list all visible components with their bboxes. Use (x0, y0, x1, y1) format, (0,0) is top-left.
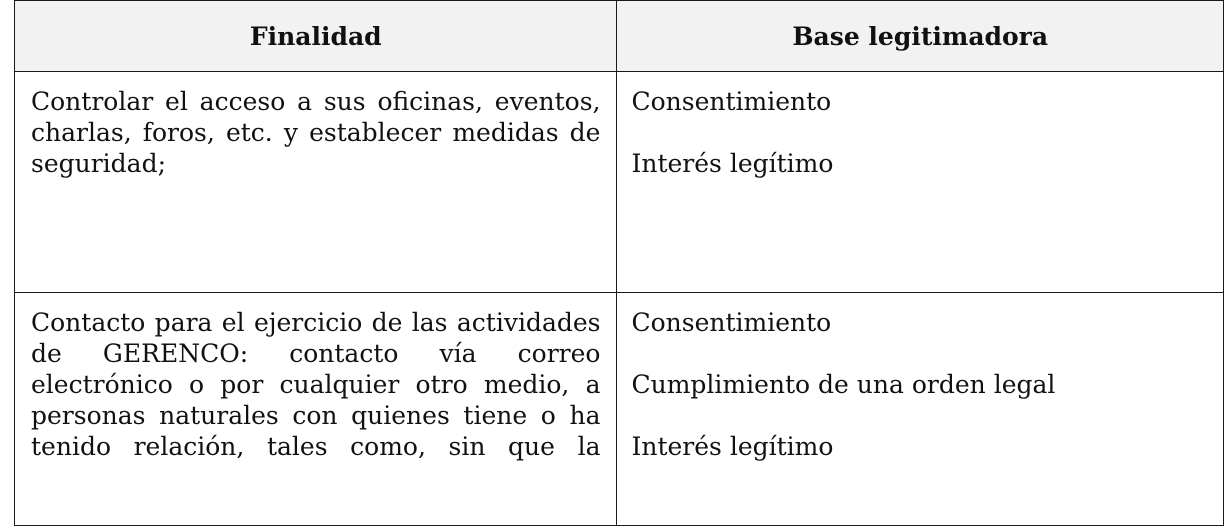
legal-basis-item: Consentimiento (631, 87, 832, 116)
table-row (15, 72, 1224, 293)
purpose-cell (15, 293, 617, 526)
legal-basis-item: Consentimiento (631, 308, 832, 337)
table-header-row (15, 1, 1224, 72)
purpose-text: Controlar el acceso a sus oficinas, eventos, charlas, foros, etc. y establecer medidas de seguridad; (31, 87, 601, 178)
header-purpose: Finalidad (15, 1, 617, 72)
legal-basis-list (617, 72, 1223, 179)
purpose-cell (15, 72, 617, 293)
purpose-text: Contacto para el ejercicio de las actividades de GERENCO: contacto vía correo electrónico o por cualquier otro medio, a personas naturales con quienes tiene o ha tenido relación, tales como, sin que la (31, 308, 601, 461)
legal-basis-list (617, 293, 1223, 462)
legal-basis-item: Cumplimiento de una orden legal (631, 370, 1056, 399)
legal-basis-item: Interés legítimo (631, 432, 834, 461)
header-legal-basis: Base legitimadora (617, 1, 1224, 72)
table-row (15, 293, 1224, 526)
legal-basis-item: Interés legítimo (631, 149, 834, 178)
legal-basis-cell (617, 293, 1224, 526)
legal-basis-cell (617, 72, 1224, 293)
purpose-legal-basis-table (14, 0, 1224, 526)
